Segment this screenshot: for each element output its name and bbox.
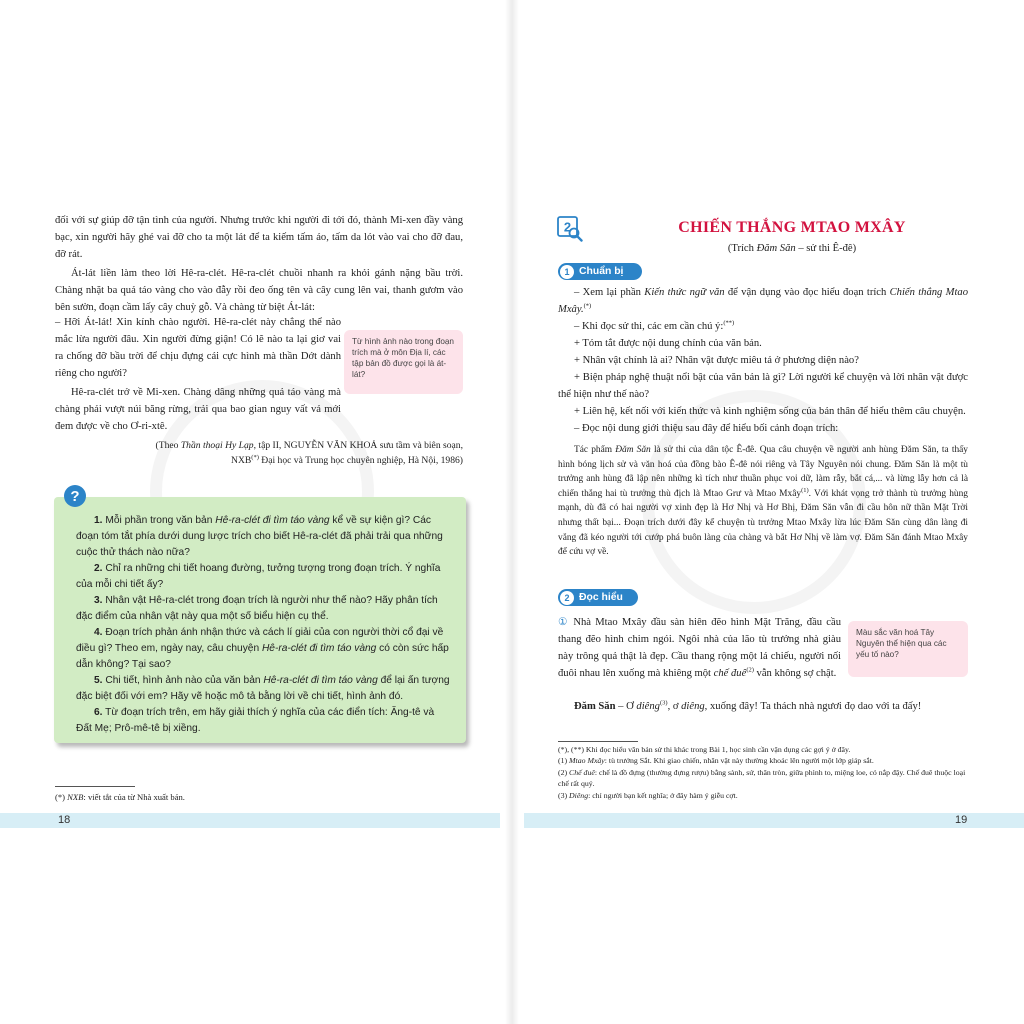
question-text: có còn sức hấp dẫn không? Tại sao? xyxy=(76,643,449,670)
section-heading-reading xyxy=(558,589,638,606)
question-mark-icon: ? xyxy=(64,485,86,507)
question-number: 6. xyxy=(94,707,103,718)
paragraph xyxy=(558,284,968,318)
lesson-subtitle xyxy=(592,243,992,254)
question-list xyxy=(76,513,452,737)
subtitle-text: (Trích xyxy=(727,243,757,254)
preparation-content xyxy=(558,284,968,437)
footnote-text: (2) xyxy=(558,767,570,777)
paragraph: – Đọc nội dung giới thiệu sau đây để hiểu bối cảnh đoạn trích: xyxy=(574,423,839,434)
citation-text: NXB xyxy=(231,455,252,466)
question-number: 2. xyxy=(94,563,103,574)
question-text: Nhân vật Hê-ra-clét trong đoạn trích là người như thế nào? Hãy phân tích đặc điểm của nhân vật này qua một số biểu hiện cụ thể. xyxy=(76,595,438,622)
paragraph: Át-lát liền làm theo lời Hê-ra-clét. Hê-ra-clét chuồi nhanh ra khỏi gánh nặng bầu trời. Chàng nhặt ba quả táo vàng cho vào đẫy rồi đeo ống tên và cây cung lên vai, thanh gươm vào bên sườn, đoạn cầm lấy cây chuỳ gỗ. Và chàng từ biệt Át-lát: xyxy=(55,268,463,313)
footnote-mark: (*) xyxy=(583,302,592,310)
right-page xyxy=(512,0,1024,1024)
citation-text: , tập II, NGUYỄN VĂN KHOẢ sưu tầm và biên soạn, xyxy=(253,440,463,451)
page-footer-band xyxy=(524,813,1024,828)
footnote-divider xyxy=(558,741,638,742)
text: , ơ xyxy=(667,701,682,712)
question-number: 3. xyxy=(94,595,103,606)
guide-item: + Tóm tắt được nội dung chính của văn bản. xyxy=(574,338,762,349)
paragraph xyxy=(558,614,841,682)
footnote-text: (*), (**) Khi đọc hiểu văn bản sử thi khác trong Bài 1, học sinh cần vận dụng các gợi ý ở đây. xyxy=(558,745,851,754)
lesson-search-icon xyxy=(557,216,583,242)
question-item xyxy=(76,561,452,593)
text: , xuống đây! Ta thách nhà ngươi đọ dao với ta đấy! xyxy=(704,701,922,712)
citation-text: Đại học và Trung học chuyên nghiệp, Hà Nội, 1986) xyxy=(258,455,463,466)
footnote-item xyxy=(558,767,974,790)
question-item xyxy=(76,593,452,625)
section-number: 1 xyxy=(560,265,574,279)
question-work-title: Hê-ra-clét đi tìm táo vàng xyxy=(261,643,377,654)
footnote-mark: (1) xyxy=(801,486,809,494)
text: diêng xyxy=(681,701,705,712)
lesson-number: 2 xyxy=(563,219,572,235)
question-text: Mỗi phần trong văn bản xyxy=(102,515,216,526)
speaker: Đăm Săn xyxy=(574,701,616,712)
citation-text: (Theo xyxy=(155,440,181,451)
text: Kiến thức ngữ văn xyxy=(644,287,725,298)
question-box xyxy=(54,497,466,743)
passage-number: ① xyxy=(558,617,570,628)
paragraph: Hê-ra-clét trở về Mi-xen. Chàng dâng những quả táo vàng mà chàng phải vượt núi băng rừng, trải qua bao gian nguy vất vả mới đem được về cho Ơ-ri-xtê. xyxy=(55,387,341,432)
footnote-text: : viết tắt của từ Nhà xuất bản. xyxy=(83,792,185,802)
guide-item: + Biện pháp nghệ thuật nổi bật của văn bản là gì? Lời người kể chuyện và lời nhân vật được thể hiện như thế nào? xyxy=(558,372,968,400)
footnote-item xyxy=(558,744,974,755)
page-number: 18 xyxy=(58,814,71,826)
footnote-mark: (**) xyxy=(723,319,735,327)
guide-list xyxy=(558,335,968,420)
section-label: Chuẩn bị xyxy=(579,266,624,277)
footnote-mark: (3) xyxy=(659,699,668,707)
citation-book-title: Thần thoại Hy Lạp xyxy=(180,440,254,451)
question-work-title: Hê-ra-clét đi tìm táo vàng xyxy=(263,675,378,686)
guide-item: + Liên hệ, kết nối với kiến thức và kinh nghiệm sống của bản thân để hiểu thêm câu chuyện. xyxy=(574,406,966,417)
footnote xyxy=(55,792,185,802)
text: Đăm Săn xyxy=(615,445,651,455)
footnote-text: (*) xyxy=(55,792,68,802)
text: Chiến thắng Mtao Mxây. xyxy=(558,287,968,315)
text: – Xem lại phần xyxy=(574,287,645,298)
question-text: Chi tiết, hình ảnh nào của văn bản xyxy=(102,675,264,686)
text: Tác phẩm xyxy=(574,445,616,455)
text: Nhà Mtao Mxây đầu sàn hiên đẽo hình Mặt Trăng, đầu cầu thang đẽo hình chim ngói. Ngôi nhà của lão tù trưởng nhà giàu này trông quả thật là đẹp. Cầu thang rộng một lá chiếu, người nối đuôi nhau lên xuống mà khiêng một xyxy=(558,617,842,679)
section-label: Đọc hiểu xyxy=(579,592,623,603)
question-text: để lại ấn tượng đặc biệt đối với em? Hãy vẽ hoặc mô tả bằng lời về chi tiết, hình ảnh đó. xyxy=(76,675,450,702)
question-text: Chỉ ra những chi tiết hoang đường, tưởng tượng trong đoạn trích. Ý nghĩa của mỗi chi tiết ấy? xyxy=(76,563,441,590)
guide-item: + Nhân vật chính là ai? Nhân vật được miêu tả ở phương diện nào? xyxy=(574,355,859,366)
subtitle-text: – sử thi Ê-đê) xyxy=(795,243,857,254)
text: – Khi đọc sử thi, các em cần chú ý: xyxy=(574,321,724,332)
footnote-text: : chỉ người bạn kết nghĩa; ở đây hàm ý giễu cợt. xyxy=(588,790,738,800)
margin-question-callout: Màu sắc văn hoá Tây Nguyên thể hiện qua các yếu tố nào? xyxy=(848,621,968,677)
footnote-term: NXB xyxy=(67,792,84,802)
question-text: Từ đoạn trích trên, em hãy giải thích ý nghĩa của các điển tích: Ăng-tê và Đất Mẹ; Prô-mê-tê bị xiềng. xyxy=(76,707,435,734)
question-text: Đoạn trích phản ánh nhận thức và cách lí giải của con người thời cổ đại về điều gì? Theo em, ngày nay, câu chuyện xyxy=(76,627,444,654)
context-introduction xyxy=(558,443,968,560)
question-number: 1. xyxy=(94,515,103,526)
footnote-term: Mtao Mxây xyxy=(569,756,605,766)
reading-dialogue xyxy=(558,698,968,715)
text: . Với khát vọng trở thành tù trưởng hùng mạnh, dù đã có hai người vợ xinh đẹp là Hơ Nhị và Hơ Bhị, Đăm Săn vẫn đi cầu hôn nữ thần Mặt Trời nhưng thất bại... Đoạn trích dưới đây kể chuyện tù trưởng Mtao Mxây lừa lúc Đăm Săn cùng dân làng đi vắng đã kéo người tới cướp phá buôn làng của chàng và bắt Hơ Nhị về làm vợ. Đăm Săn đánh Mtao Mxây để cứu vợ về. xyxy=(558,488,968,558)
footnote-item xyxy=(558,790,974,801)
footnote-text: (3) xyxy=(558,790,570,800)
footnote-divider xyxy=(55,786,135,787)
page-number: 19 xyxy=(955,814,968,826)
question-number: 5. xyxy=(94,675,103,686)
footnote-text: : tù trưởng Sắt. Khi giao chiến, nhân vật này thường khoác lên người một lớp giáp sắt. xyxy=(604,756,874,766)
question-work-title: Hê-ra-clét đi tìm táo vàng xyxy=(215,515,330,526)
lesson-title: CHIẾN THẮNG MTAO MXÂY xyxy=(678,219,906,236)
paragraph xyxy=(558,318,968,335)
footnote-term: Diêng xyxy=(569,790,589,800)
footnotes xyxy=(558,744,974,801)
story-continuation xyxy=(55,212,463,316)
paragraph xyxy=(558,698,968,715)
footnote-mark: (2) xyxy=(746,666,754,674)
footnote-term: Chế đuê xyxy=(569,767,595,777)
footnote-text: (1) xyxy=(558,756,570,766)
question-text: kể về sự kiện gì? Các đoạn tóm tắt phía dưới dung lược trích cho biết Hê-ra-clét đã phải trải qua những cuộc thử thách nào nữa? xyxy=(76,515,443,558)
story-dialogue xyxy=(55,314,341,435)
page-footer-band xyxy=(0,813,500,828)
question-number: 4. xyxy=(94,627,103,638)
section-number: 2 xyxy=(560,591,574,605)
question-item xyxy=(76,673,452,705)
text: diêng xyxy=(636,701,660,712)
source-citation xyxy=(55,438,463,468)
question-item xyxy=(76,625,452,673)
text: chế đuê xyxy=(713,668,747,679)
reading-passage xyxy=(558,614,841,682)
text: để vận dụng vào đọc hiểu đoạn trích xyxy=(724,287,890,298)
question-item xyxy=(76,513,452,561)
paragraph: – Hỡi Át-lát! Xin kính chào người. Hê-ra-clét này chẳng thể nào mắc lừa người đâu. Xin người đừng giận! Có lẽ nào ta lại giơ vai ra chống đỡ bầu trời để chịu đựng cái cực hình mà thần Dớt dành riêng cho người? xyxy=(55,317,341,379)
question-item xyxy=(76,705,452,737)
margin-question-callout: Từ hình ảnh nào trong đoạn trích mà ở môn Địa lí, các tập bản đồ được gọi là át-lát? xyxy=(344,330,463,394)
footnote-item xyxy=(558,755,974,766)
subtitle-work: Đăm Săn xyxy=(756,243,796,254)
citation-footnote-mark: (*) xyxy=(251,453,259,461)
text: – Ơ xyxy=(615,701,637,712)
footnote-text: : chế là đồ đựng (thường đựng rượu) bằng sành, sứ, thân tròn, giữa phình to, miệng loe, có nắp đậy. Chế đuê thuộc loại chế rất quý. xyxy=(558,767,966,789)
text: là sử thi của dân tộc Ê-đê. Qua câu chuyện về người anh hùng Đăm Săn, ta thấy hình bóng lịch sử và văn hoá của đồng bào Ê-đê nói riêng và Tây Nguyên nói chung. Đăm Săn là một tù trưởng anh hùng đã lập nên những kì tích như thuần phục voi dữ, làm rẫy, bắt cá,... và lừng lẫy hơn cả là chiến thắng hai tù trưởng thù địch là Mtao Grư và Mtao Mxây xyxy=(558,445,968,499)
text: vẫn không sợ chật. xyxy=(753,668,837,679)
section-heading-preparation xyxy=(558,263,642,280)
paragraph: đối với sự giúp đỡ tận tình của người. Nhưng trước khi người đi tới đó, thành Mi-xen đầy vàng bạc, xin người hãy ghé vai đỡ cho ta một lát để ta kiếm tấm áo, tấm da lót vào vai cho đỡ đau, đỡ rát. xyxy=(55,215,463,260)
